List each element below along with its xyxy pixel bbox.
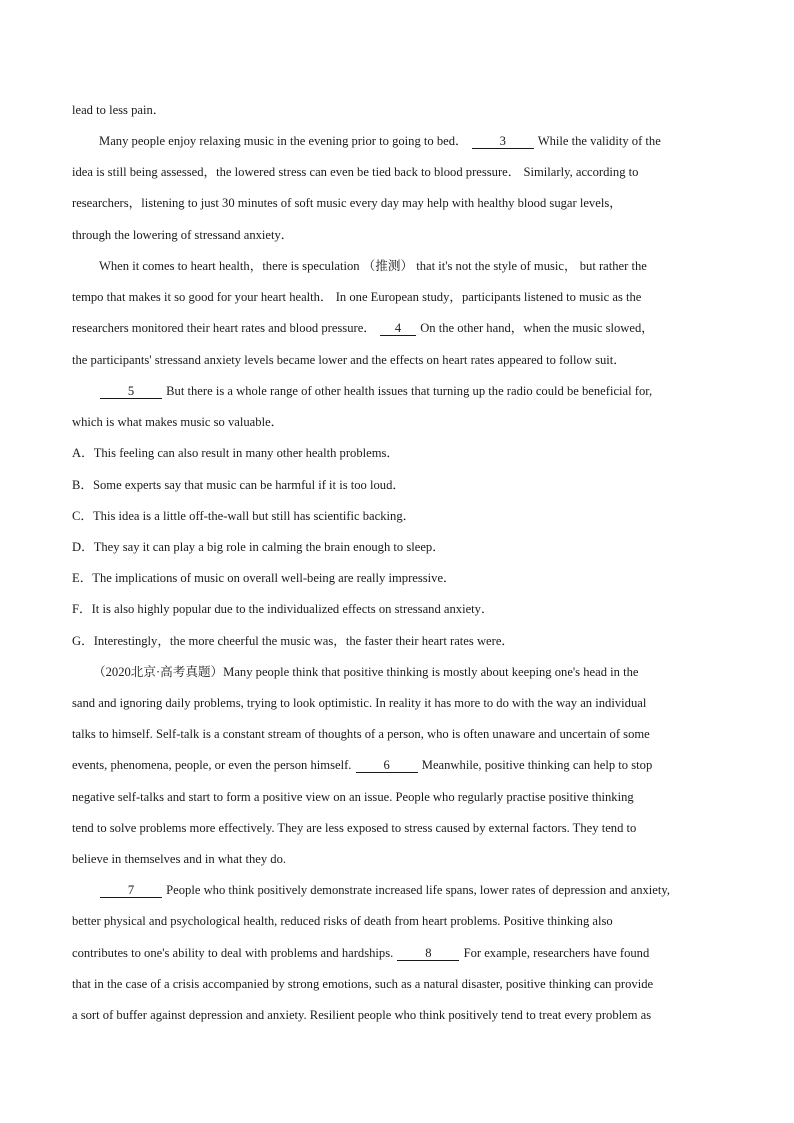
- paragraph-line: tempo that makes it so good for your heart health． In one European study，participants listened to music as the: [72, 290, 642, 304]
- paragraph-line: a sort of buffer against depression and anxiety. Resilient people who think positively tend to treat every problem as: [72, 1008, 652, 1022]
- text-span: contributes to one's ability to deal with problems and hardships.: [72, 946, 394, 960]
- paragraph-line: which is what makes music so valuable．: [72, 415, 284, 429]
- text-span: While the validity of the: [537, 134, 661, 148]
- text-span: But there is a whole range of other health issues that turning up the radio could be beneficial for,: [166, 384, 653, 398]
- paragraph-line: [99, 882, 732, 898]
- option-f: F．It is also highly popular due to the individualized effects on stressand anxiety．: [72, 602, 494, 616]
- paragraph-line: researchers，listening to just 30 minutes of soft music every day may help with healthy blood sugar levels，: [72, 196, 622, 210]
- paragraph-line: [99, 133, 732, 149]
- text-span: For example, researchers have found: [463, 946, 650, 960]
- text-span: Meanwhile, positive thinking can help to stop: [421, 758, 653, 772]
- paragraph-line: better physical and psychological health, reduced risks of death from heart problems. Positive thinking also: [72, 914, 613, 928]
- text-span: On the other hand，when the music slowed，: [420, 321, 654, 335]
- answer-blank-5[interactable]: 5: [100, 384, 162, 399]
- text-span: People who think positively demonstrate increased life spans, lower rates of depression and anxiety,: [166, 883, 671, 897]
- paragraph-line: [72, 945, 732, 961]
- answer-blank-6[interactable]: 6: [356, 758, 418, 773]
- paragraph-line: [72, 757, 732, 773]
- option-g: G．Interestingly，the more cheerful the music was，the faster their heart rates were．: [72, 634, 515, 648]
- paragraph-line: talks to himself. Self-talk is a constant stream of thoughts of a person, who is often unaware and uncertain of some: [72, 727, 650, 741]
- paragraph-line: （2020北京·高考真题）Many people think that positive thinking is mostly about keeping one's head in the: [93, 665, 639, 679]
- paragraph-line: that in the case of a crisis accompanied by strong emotions, such as a natural disaster, positive thinking can provide: [72, 977, 654, 991]
- paragraph-line: lead to less pain．: [72, 103, 166, 117]
- option-b: B．Some experts say that music can be harmful if it is too loud．: [72, 478, 405, 492]
- answer-blank-3[interactable]: 3: [472, 134, 534, 149]
- text-span: events, phenomena, people, or even the person himself.: [72, 758, 352, 772]
- option-c: C．This idea is a little off-the-wall but still has scientific backing．: [72, 509, 416, 523]
- paragraph-line: [72, 320, 732, 336]
- answer-blank-8[interactable]: 8: [397, 946, 459, 961]
- paragraph-line: tend to solve problems more effectively. They are less exposed to stress caused by external factors. They tend to: [72, 821, 637, 835]
- paragraph-line: [99, 383, 732, 399]
- paragraph-line: believe in themselves and in what they do.: [72, 852, 287, 866]
- paragraph-line: through the lowering of stressand anxiety．: [72, 228, 294, 242]
- text-span: researchers monitored their heart rates and blood pressure．: [72, 321, 376, 335]
- paragraph-line: When it comes to heart health，there is speculation （推测） that it's not the style of music， but rather the: [99, 259, 647, 273]
- paragraph-line: negative self-talks and start to form a positive view on an issue. People who regularly practise positive thinking: [72, 790, 634, 804]
- paragraph-line: idea is still being assessed，the lowered stress can even be tied back to blood pressure． Similarly, according to: [72, 165, 639, 179]
- answer-blank-7[interactable]: 7: [100, 883, 162, 898]
- answer-blank-4[interactable]: 4: [380, 321, 416, 336]
- paragraph-line: the participants' stressand anxiety levels became lower and the effects on heart rates appeared to follow suit．: [72, 353, 626, 367]
- option-a: A．This feeling can also result in many other health problems．: [72, 446, 400, 460]
- option-e: E．The implications of music on overall well-being are really impressive．: [72, 571, 456, 585]
- paragraph-line: sand and ignoring daily problems, trying to look optimistic. In reality it has more to do with the way an individual: [72, 696, 647, 710]
- text-span: Many people enjoy relaxing music in the evening prior to going to bed．: [99, 134, 468, 148]
- option-d: D．They say it can play a big role in calming the brain enough to sleep．: [72, 540, 445, 554]
